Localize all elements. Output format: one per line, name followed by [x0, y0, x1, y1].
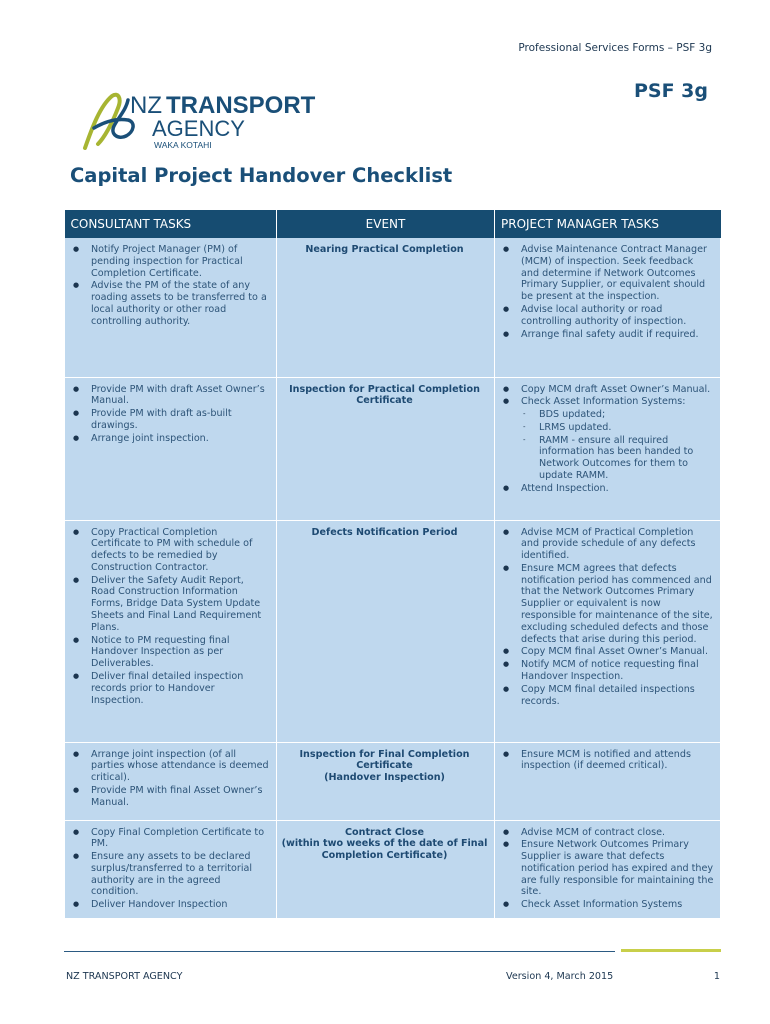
event-label: Certificate	[356, 395, 413, 407]
logo-transport: TRANSPORT	[166, 92, 316, 119]
event-cell	[277, 742, 495, 820]
list-item: ● Advise local authority or road controlling authority of inspection.	[499, 304, 714, 328]
logo-mark-icon	[85, 95, 133, 148]
list-item: ● Arrange joint inspection.	[69, 433, 270, 445]
list-item: ● Notice to PM requesting final Handover Inspection as per Deliverables.	[69, 635, 270, 670]
table-header-row	[65, 210, 721, 238]
list-item: ● Advise Maintenance Contract Manager (MCM) of inspection. Seek feedback and determine if Network Outcomes Primary Supplier, or equivalent should be present at the inspection.	[499, 244, 714, 303]
table-row	[65, 742, 721, 820]
list-item: ● Check Asset Information Systems	[499, 899, 714, 911]
pm-tasks-cell	[495, 377, 721, 520]
event-label: (within two weeks of the date of Final	[281, 838, 488, 850]
list-item: ● Ensure Network Outcomes Primary Supplier is aware that defects notification period has expired and they are fully responsible for maintaining the site.	[499, 839, 714, 898]
event-label: Contract Close	[344, 826, 424, 838]
event-label: Inspection for Practical Completion	[289, 383, 480, 395]
sub-list-item: - RAMM - ensure all required information has been handed to Network Outcomes for them to update RAMM.	[521, 435, 714, 482]
list-item: ● Copy MCM final Asset Owner’s Manual.	[499, 646, 714, 658]
list-item: ● Copy Practical Completion Certificate to PM with schedule of defects to be remedied by Construction Contractor.	[69, 527, 270, 574]
footer-agency: NZ TRANSPORT AGENCY	[66, 971, 183, 982]
logo-waka-kotahi: WAKA KOTAHI	[154, 140, 212, 150]
header-consultant-tasks: CONSULTANT TASKS	[65, 210, 277, 238]
pm-tasks-cell	[495, 520, 721, 742]
consultant-tasks-cell	[65, 742, 277, 820]
list-item: ● Provide PM with draft as-built drawings.	[69, 408, 270, 432]
list-item	[499, 396, 714, 482]
logo-nz: NZ	[130, 92, 162, 119]
list-item: ● Provide PM with draft Asset Owner’s Manual.	[69, 384, 270, 408]
list-item: ● Advise MCM of contract close.	[499, 827, 714, 839]
sub-list-item: - BDS updated;	[521, 409, 714, 421]
table-row	[65, 238, 721, 377]
list-item: ● Copy Final Completion Certificate to PM.	[69, 827, 270, 851]
list-item: ● Attend Inspection.	[499, 483, 714, 495]
consultant-tasks-cell	[65, 238, 277, 377]
list-item: ● Copy MCM final detailed inspections records.	[499, 684, 714, 708]
event-label: Completion Certificate)	[321, 850, 448, 862]
logo-agency: AGENCY	[152, 116, 245, 141]
list-item: ● Advise the PM of the state of any roading assets to be transferred to a local authority or other road controlling authority.	[69, 280, 270, 327]
event-cell	[277, 520, 495, 742]
page-number: 1	[713, 971, 720, 982]
list-item: ● Ensure MCM is notified and attends inspection (if deemed critical).	[499, 749, 714, 773]
list-item: ● Provide PM with final Asset Owner’s Manual.	[69, 785, 270, 809]
pm-tasks-cell	[495, 238, 721, 377]
list-item: ● Copy MCM draft Asset Owner’s Manual.	[499, 384, 714, 396]
list-item: ● Deliver Handover Inspection	[69, 899, 270, 911]
form-code: PSF 3g	[633, 80, 708, 102]
event-label: Nearing Practical Completion	[305, 244, 464, 255]
pm-tasks-cell	[495, 742, 721, 820]
form-series-label: Professional Services Forms – PSF 3g	[518, 42, 712, 54]
list-item: ● Ensure any assets to be declared surplus/transferred to a territorial authority are in the agreed condition.	[69, 851, 270, 898]
list-item: ● Deliver final detailed inspection records prior to Handover Inspection.	[69, 671, 270, 706]
consultant-tasks-cell	[65, 520, 277, 742]
event-label: Inspection for Final Completion	[299, 748, 470, 760]
list-item: ● Advise MCM of Practical Completion and provide schedule of any defects identified.	[499, 527, 714, 562]
list-item: ● Deliver the Safety Audit Report, Road Construction Information Forms, Bridge Data System Update Sheets and Final Land Requirement Plans.	[69, 575, 270, 634]
footer-rule	[64, 951, 615, 952]
table-row	[65, 377, 721, 520]
table-row	[65, 820, 721, 919]
event-cell	[277, 820, 495, 919]
event-cell	[277, 238, 495, 377]
event-label: (Handover Inspection)	[324, 772, 445, 784]
list-item-text: Check Asset Information Systems:	[521, 396, 686, 408]
list-item: ● Ensure MCM agrees that defects notification period has commenced and that the Network Outcomes Primary Supplier or equivalent is now responsible for maintenance of the site, excluding scheduled defects and those defects that arise during this period.	[499, 563, 714, 646]
footer-accent-rule	[621, 949, 721, 952]
list-item: ● Notify MCM of notice requesting final Handover Inspection.	[499, 659, 714, 683]
header-event: EVENT	[277, 210, 495, 238]
consultant-tasks-cell	[65, 820, 277, 919]
consultant-tasks-cell	[65, 377, 277, 520]
header-pm-tasks: PROJECT MANAGER TASKS	[495, 210, 721, 238]
table-row	[65, 520, 721, 742]
footer-version: Version 4, March 2015	[506, 971, 614, 982]
pm-tasks-cell	[495, 820, 721, 919]
list-item: ● Arrange joint inspection (of all parties whose attendance is deemed critical).	[69, 749, 270, 784]
event-cell	[277, 377, 495, 520]
handover-checklist-table	[64, 210, 721, 919]
document-title: Capital Project Handover Checklist	[70, 164, 453, 187]
list-item: ● Notify Project Manager (PM) of pending inspection for Practical Completion Certificate.	[69, 244, 270, 279]
event-label: Certificate	[356, 760, 413, 772]
event-label: Defects Notification Period	[311, 526, 458, 538]
nzta-logo	[82, 88, 342, 150]
sub-list-item: - LRMS updated.	[521, 422, 714, 434]
list-item: ● Arrange final safety audit if required.	[499, 329, 714, 341]
